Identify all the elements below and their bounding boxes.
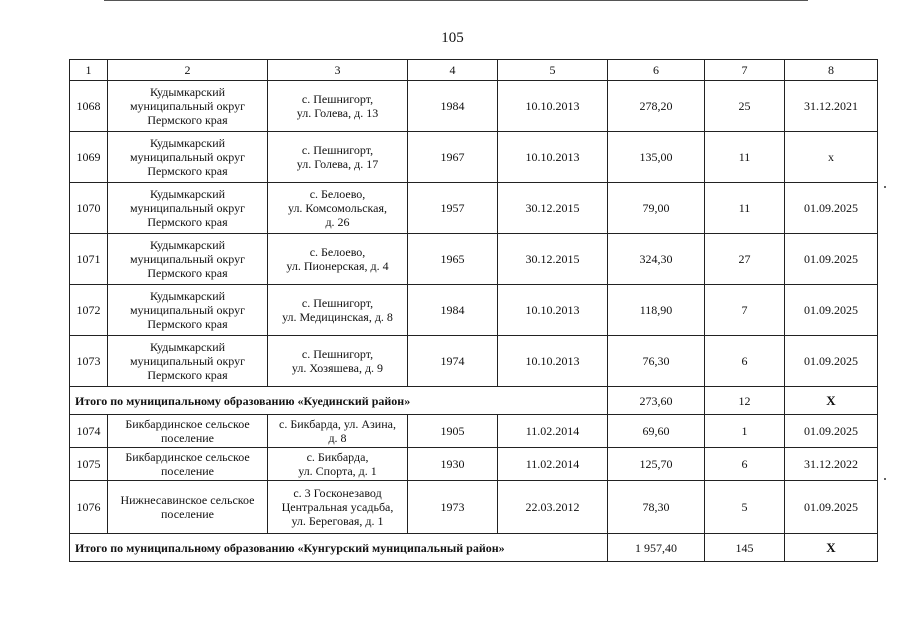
build-year: 1973 [408,481,498,534]
municipality: Кудымкарский муниципальный округ Пермского края [108,132,268,183]
recognition-date: 11.02.2014 [498,415,608,448]
column-number: 2 [108,60,268,81]
build-year: 1957 [408,183,498,234]
address: с. Белоево, ул. Пионерская, д. 4 [268,234,408,285]
area: 76,30 [608,336,705,387]
table-row [70,183,878,234]
resettlement-deadline: 31.12.2021 [785,81,878,132]
municipality: Нижнесавинское сельское поселение [108,481,268,534]
residents: 6 [705,336,785,387]
resettlement-deadline: 01.09.2025 [785,415,878,448]
top-rule [104,0,808,1]
column-number: 5 [498,60,608,81]
total-deadline: Х [785,387,878,415]
residents: 5 [705,481,785,534]
column-number: 1 [70,60,108,81]
row-number: 1071 [70,234,108,285]
municipality: Кудымкарский муниципальный округ Пермского края [108,234,268,285]
row-number: 1068 [70,81,108,132]
area: 135,00 [608,132,705,183]
recognition-date: 30.12.2015 [498,234,608,285]
municipality: Кудымкарский муниципальный округ Пермского края [108,285,268,336]
build-year: 1984 [408,81,498,132]
row-number: 1069 [70,132,108,183]
table-row [70,336,878,387]
residents: 27 [705,234,785,285]
residents: 7 [705,285,785,336]
recognition-date: 10.10.2013 [498,132,608,183]
total-label: Итого по муниципальному образованию «Кунгурский муниципальный район» [70,534,608,562]
table-row [70,285,878,336]
total-residents: 145 [705,534,785,562]
area: 278,20 [608,81,705,132]
recognition-date: 10.10.2013 [498,285,608,336]
address: с. Пешнигорт, ул. Медицинская, д. 8 [268,285,408,336]
address: с. 3 Госконезавод Центральная усадьба, ул. Береговая, д. 1 [268,481,408,534]
municipality: Бикбардинское сельское поселение [108,415,268,448]
total-deadline: Х [785,534,878,562]
area: 69,60 [608,415,705,448]
row-number: 1076 [70,481,108,534]
total-residents: 12 [705,387,785,415]
total-row [70,534,878,562]
municipality: Кудымкарский муниципальный округ Пермского края [108,336,268,387]
page-number: 105 [441,30,464,46]
resettlement-deadline: 31.12.2022 [785,448,878,481]
build-year: 1905 [408,415,498,448]
build-year: 1984 [408,285,498,336]
address: с. Бикбарда, ул. Азина, д. 8 [268,415,408,448]
resettlement-deadline: 01.09.2025 [785,183,878,234]
build-year: 1965 [408,234,498,285]
table-row [70,481,878,534]
resettlement-deadline: 01.09.2025 [785,336,878,387]
margin-mark [884,478,886,480]
column-number: 6 [608,60,705,81]
address: с. Белоево, ул. Комсомольская, д. 26 [268,183,408,234]
resettlement-deadline: 01.09.2025 [785,234,878,285]
recognition-date: 11.02.2014 [498,448,608,481]
column-number-row [70,60,878,81]
build-year: 1974 [408,336,498,387]
table-row [70,132,878,183]
recognition-date: 22.03.2012 [498,481,608,534]
column-number: 3 [268,60,408,81]
area: 324,30 [608,234,705,285]
total-area: 273,60 [608,387,705,415]
row-number: 1073 [70,336,108,387]
resettlement-deadline: х [785,132,878,183]
recognition-date: 30.12.2015 [498,183,608,234]
total-label: Итого по муниципальному образованию «Куединский район» [70,387,608,415]
total-area: 1 957,40 [608,534,705,562]
build-year: 1930 [408,448,498,481]
area: 125,70 [608,448,705,481]
residents: 11 [705,132,785,183]
row-number: 1074 [70,415,108,448]
table-row [70,448,878,481]
residents: 11 [705,183,785,234]
resettlement-deadline: 01.09.2025 [785,285,878,336]
column-number: 4 [408,60,498,81]
address: с. Пешнигорт, ул. Голева, д. 17 [268,132,408,183]
area: 78,30 [608,481,705,534]
residents: 25 [705,81,785,132]
municipality: Кудымкарский муниципальный округ Пермского края [108,183,268,234]
row-number: 1070 [70,183,108,234]
column-number: 8 [785,60,878,81]
recognition-date: 10.10.2013 [498,336,608,387]
column-number: 7 [705,60,785,81]
municipality: Бикбардинское сельское поселение [108,448,268,481]
margin-mark [884,186,886,188]
table-row [70,415,878,448]
total-row [70,387,878,415]
area: 118,90 [608,285,705,336]
table-row [70,81,878,132]
address: с. Бикбарда, ул. Спорта, д. 1 [268,448,408,481]
residents: 6 [705,448,785,481]
table-row [70,234,878,285]
housing-registry-table [69,59,878,562]
row-number: 1072 [70,285,108,336]
build-year: 1967 [408,132,498,183]
recognition-date: 10.10.2013 [498,81,608,132]
resettlement-deadline: 01.09.2025 [785,481,878,534]
address: с. Пешнигорт, ул. Голева, д. 13 [268,81,408,132]
area: 79,00 [608,183,705,234]
row-number: 1075 [70,448,108,481]
residents: 1 [705,415,785,448]
municipality: Кудымкарский муниципальный округ Пермского края [108,81,268,132]
address: с. Пешнигорт, ул. Хозяшева, д. 9 [268,336,408,387]
